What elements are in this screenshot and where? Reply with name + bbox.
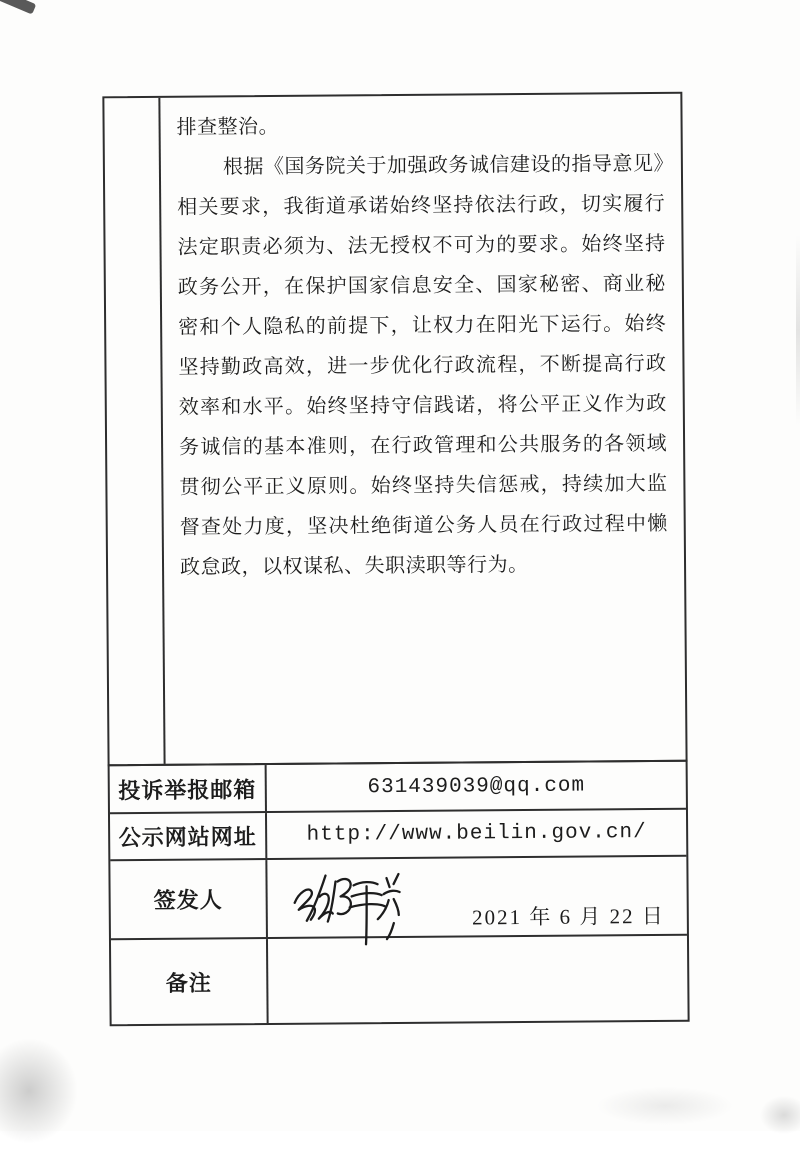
signer-value-cell [267,857,687,937]
signer-label: 签发人 [110,860,268,938]
issue-date: 2021 年 6 月 22 日 [471,903,665,930]
body-line: 密和个人隐私的前提下，让权力在阳光下运行。始终 [178,312,667,339]
public-website-label: 公示网站网址 [110,813,267,859]
body-line: 相关要求，我街道承诺始终坚持依法行政，切实履行 [177,192,666,219]
commitment-table [102,92,687,767]
table-stub-column [104,98,165,764]
remarks-label: 备注 [111,939,269,1024]
body-line: 法定职责必须为、法无授权不可为的要求。始终坚持 [177,232,666,259]
remarks-value [268,936,688,1023]
body-line: 贯彻公平正义原则。始终坚持失信惩戒，持续加大监 [179,472,668,499]
body-line: 坚持勤政高效，进一步优化行政流程，不断提高行政 [178,352,667,379]
body-line: 政务公开，在保护国家信息安全、国家秘密、商业秘 [177,272,666,299]
public-website-value: http://www.beilin.gov.cn/ [306,821,647,847]
table-row-public-website [110,810,686,862]
body-line: 务诚信的基本准则，在行政管理和公共服务的各领域 [179,432,668,459]
body-line: 政怠政，以权谋私、失职渎职等行为。 [179,553,529,579]
table-row-complaint-email [110,762,686,815]
body-line: 督查处力度，坚决杜绝街道公务人员在行政过程中懒 [179,512,668,539]
body-line: 排查整治。 [176,115,280,139]
complaint-email-label: 投诉举报邮箱 [110,765,267,812]
complaint-email-value: 631439039@qq.com [367,774,586,799]
commitment-text-cell [162,94,685,764]
table-row-signer [110,857,687,941]
table-row-remarks [111,936,688,1025]
body-line: 根据《国务院关于加强政务诚信建设的指导意见》 [222,152,674,179]
info-table [108,760,690,1027]
body-line: 效率和水平。始终坚持守信践诺，将公平正义作为政 [178,392,667,419]
